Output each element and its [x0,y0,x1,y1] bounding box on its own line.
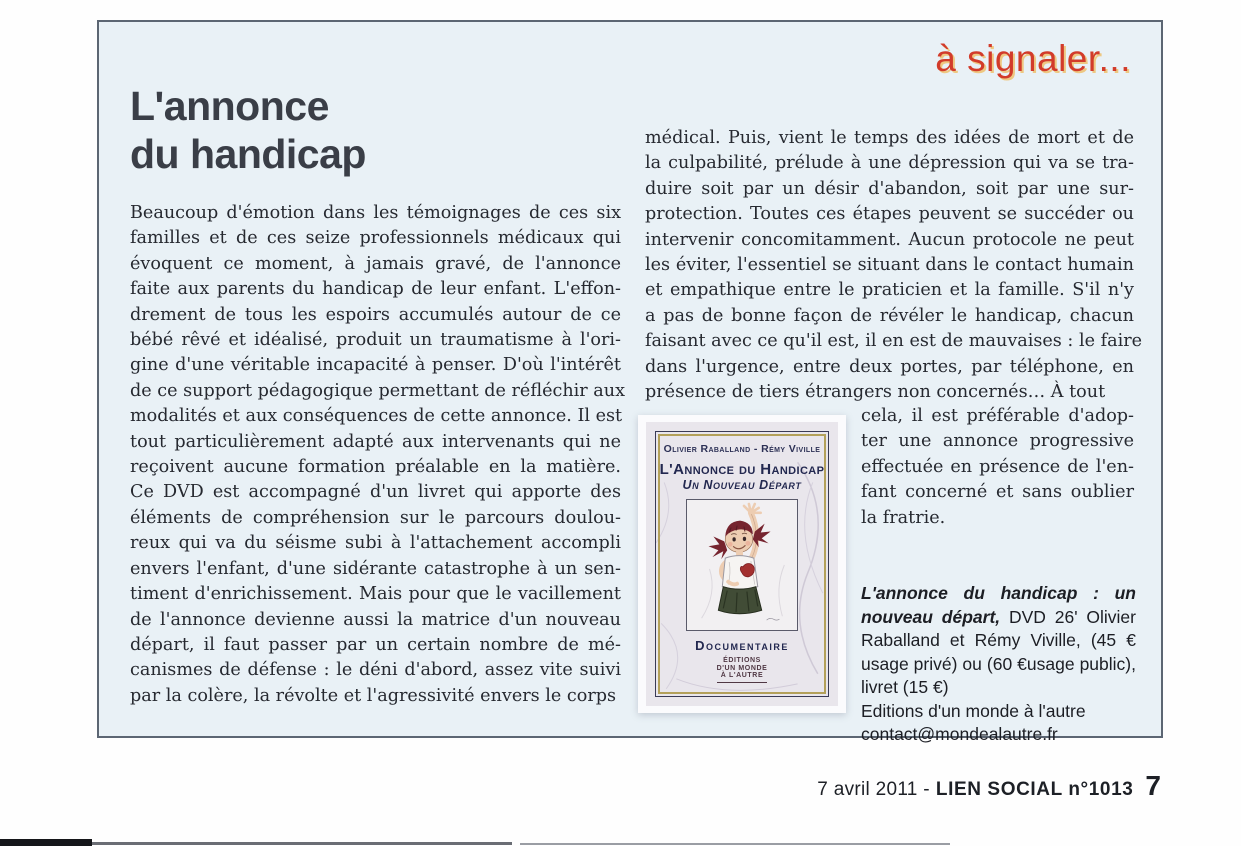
article-right-column-top: médical. Puis, vient le temps des idées de mort et de la culpabilité, prélude à une dépression qui va se tra- duire soit par un désir d'abandon, soit par une sur- protection. Toutes ces étapes peuvent se succéder ou intervenir concomitamment. Aucun protocole ne peut les éviter, l'essentiel se situant dans le contact humain et empathique entre le praticien et la famille. S'il n'y a pas de bonne façon de révéler le handicap, chacun faisant avec ce qu'il est, il en est de mauvaises : le faire dans l'urgence, entre deux portes, par téléphone, en présence de tiers étrangers non concernés… À tout [645,128,1143,403]
dvd-publisher-logo [717,657,768,683]
caption-contact-email: contact@mondealautre.fr [861,724,1058,744]
article-left-column: Beaucoup d'émotion dans les témoignages de ces six familles et de ces seize professionnels médicaux qui évoquent ce moment, à jamais gravé, de l'annonce faite aux parents du handicap de leur enfant. L'effon- drement de tous les espoirs accumulés autour de ce bébé rêvé et idéalisé, produit un traumatisme à l'ori- gine d'une véritable incapacité à penser. D'où l'intérêt de ce support pédagogique permettant de réfléchir aux modalités et aux conséquences de cette annonce. Il est tout particulièrement adapté aux intervenants qui ne reçoivent aucune formation préalable en la matière. Ce DVD est accompagné d'un livret qui apporte des éléments de compréhension sur le parcours doulou- reux qui va du séisme subi à l'attachement accompli envers l'enfant, d'une sidérante catastrophe à un sen- timent d'enrichissement. Mais pour que le vacillement de l'annonce devienne aussi la matrice d'un nouveau départ, il faut passer par un certain nombre de mé- canismes de défense : le déni d'abord, assez vite suivi par la colère, la révolte et l'agressivité envers le corps [130,203,626,706]
dvd-girl-illustration [686,499,798,631]
footer-journal-issue: LIEN SOCIAL n°1013 [935,779,1134,800]
dvd-cover [646,422,838,706]
article-title: L'annonce du handicap [130,83,366,177]
footer-page-number: 7 [1145,770,1161,801]
dvd-cover-image [638,415,846,713]
scan-artifact-band [0,839,92,846]
dvd-subtitle: Un Nouveau Départ [682,478,802,492]
dvd-title: L'Annonce du Handicap [659,461,825,478]
dvd-publisher-line2: D'UN MONDE [716,664,768,672]
section-label: à signaler... [935,38,1131,79]
dvd-caption [861,582,1136,747]
dvd-frame [655,431,829,697]
caption-title: L'annonce du handicap : un nouveau départ, [861,583,1136,627]
footer-date: 7 avril 2011 - [817,779,930,800]
scan-artifact-line [92,842,512,845]
dvd-publisher-line1: ÉDITIONS [723,657,761,664]
scan-artifact-line-light [520,843,950,845]
caption-publisher: Editions d'un monde à l'autre [861,700,1086,721]
dvd-publisher-line3: À L'AUTRE [720,672,764,679]
page-footer [817,770,1161,802]
article-right-column-wrap: cela, il est préférable d'adop- ter une annonce progressive effectuée en présence de l'en- fant concerné et sans oublier la fratrie. [861,406,1134,528]
caption-details: DVD 26' Olivier Raballand et Rémy Viville, (45 € usage privé) ou (60 €usage public), livret (15 €) [861,606,1136,697]
dvd-authors: Olivier Raballand - Rémy Viville [663,443,821,455]
dvd-genre-label: Documentaire [695,638,789,653]
